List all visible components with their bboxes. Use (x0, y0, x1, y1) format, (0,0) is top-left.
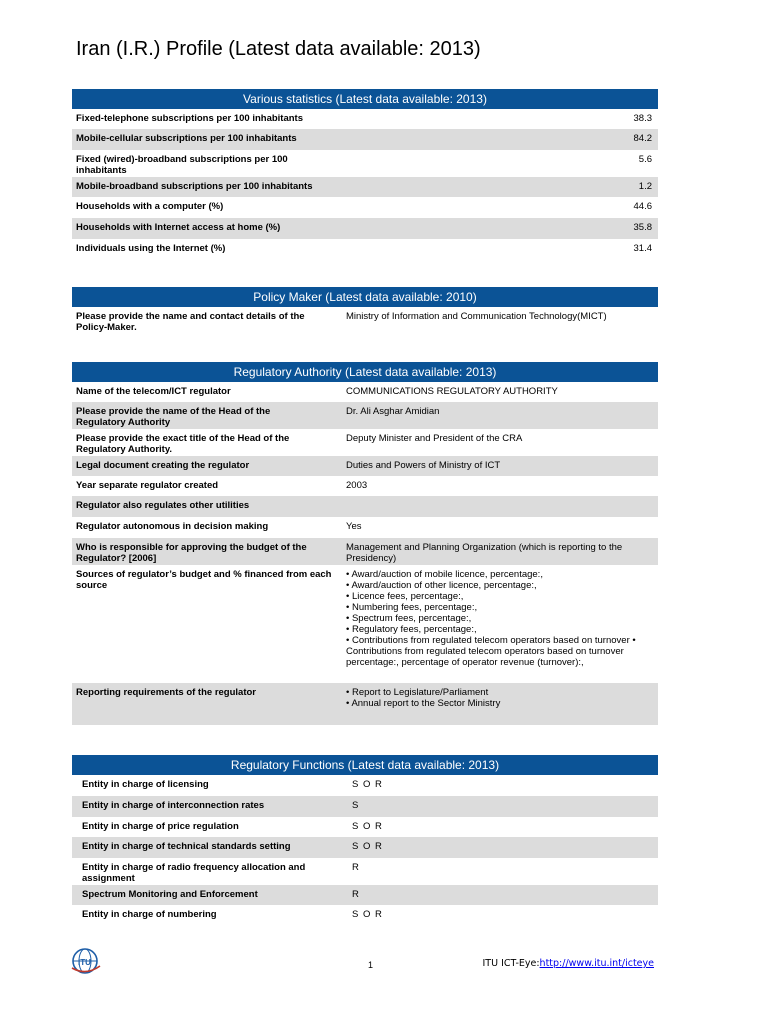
row-value: S O R (352, 841, 383, 852)
table-row (72, 307, 658, 337)
regulatory-functions-header: Regulatory Functions (Latest data available: 2013) (72, 755, 658, 775)
row-label: Who is responsible for approving the budget of the Regulator? [2006] (76, 542, 307, 564)
table-row (72, 239, 658, 260)
list-item: • Report to Legislature/Parliament (346, 687, 489, 698)
table-row (72, 517, 658, 538)
row-value: Duties and Powers of Ministry of ICT (346, 460, 501, 471)
row-label: Name of the telecom/ICT regulator (76, 386, 231, 397)
table-row (72, 817, 658, 837)
row-value: S (352, 800, 360, 811)
icteye-link[interactable]: http://www.itu.int/icteye (539, 958, 654, 969)
budget-row (72, 565, 658, 683)
policy-maker-table (72, 287, 658, 337)
table-row (72, 197, 658, 218)
list-item: • Regulatory fees, percentage:, (346, 624, 477, 635)
table-row (72, 218, 658, 239)
page-title: Iran (I.R.) Profile (Latest data available: 2013) (76, 38, 481, 60)
row-label: Entity in charge of price regulation (82, 821, 239, 832)
table-row (72, 129, 658, 150)
row-label: Please provide the name and contact details of the Policy-Maker. (76, 311, 305, 333)
row-value: R (352, 889, 360, 900)
row-value: 38.3 (633, 113, 652, 124)
row-label: Fixed (wired)-broadband subscriptions per 100 inhabitants (76, 154, 288, 176)
table-row (72, 538, 658, 565)
list-item: • Numbering fees, percentage:, (346, 602, 478, 613)
row-value: Ministry of Information and Communication Technology(MICT) (346, 311, 607, 322)
reporting-row (72, 683, 658, 725)
policy-maker-header: Policy Maker (Latest data available: 2010) (72, 287, 658, 307)
itu-globe-logo-icon (70, 946, 102, 976)
row-value (342, 496, 658, 517)
row-label: Please provide the name of the Head of the Regulatory Authority (76, 406, 271, 428)
row-label: Households with a computer (%) (76, 201, 224, 212)
row-label: Reporting requirements of the regulator (76, 687, 256, 698)
footer-source (483, 958, 655, 969)
table-row (72, 775, 658, 796)
row-value: COMMUNICATIONS REGULATORY AUTHORITY (346, 386, 558, 397)
row-label: Spectrum Monitoring and Enforcement (82, 889, 258, 900)
table-row (72, 402, 658, 429)
row-value: R (352, 862, 360, 873)
row-value: 84.2 (633, 133, 652, 144)
footer-source-label: ITU ICT-Eye: (482, 958, 540, 969)
row-label: Individuals using the Internet (%) (76, 243, 226, 254)
table-row (72, 885, 658, 905)
table-row (72, 796, 658, 817)
page-number: 1 (368, 960, 374, 970)
row-value: Yes (346, 521, 362, 532)
row-value: 35.8 (633, 222, 652, 233)
statistics-table (72, 89, 658, 260)
table-row (72, 905, 658, 925)
row-label: Regulator autonomous in decision making (76, 521, 269, 532)
row-value: 44.6 (633, 201, 652, 212)
logo-text: ITU (78, 958, 91, 967)
statistics-header: Various statistics (Latest data available: 2013) (72, 89, 658, 109)
list-item: • Licence fees, percentage:, (346, 591, 464, 602)
row-value: 2003 (346, 480, 368, 491)
table-row (72, 476, 658, 496)
table-row (72, 858, 658, 885)
row-label: Mobile-cellular subscriptions per 100 inhabitants (76, 133, 297, 144)
row-label: Entity in charge of interconnection rates (82, 800, 265, 811)
budget-sources-list (342, 565, 658, 683)
regulatory-functions-table (72, 755, 658, 925)
list-item: • Spectrum fees, percentage:, (346, 613, 472, 624)
row-label: Legal document creating the regulator (76, 460, 250, 471)
row-label: Entity in charge of technical standards setting (82, 841, 291, 852)
row-label: Entity in charge of numbering (82, 909, 217, 920)
table-row (72, 177, 658, 197)
list-item: • Award/auction of mobile licence, percentage:, (346, 569, 543, 580)
regulatory-authority-table (72, 362, 658, 725)
row-label: Sources of regulator’s budget and % financed from each source (76, 569, 332, 591)
row-value: 1.2 (638, 181, 652, 192)
row-label: Entity in charge of radio frequency allocation and assignment (82, 862, 306, 884)
table-row (72, 150, 658, 177)
row-label: Mobile-broadband subscriptions per 100 inhabitants (76, 181, 313, 192)
list-item: • Award/auction of other licence, percentage:, (346, 580, 537, 591)
row-value: S O R (352, 779, 383, 790)
row-value: 31.4 (633, 243, 652, 254)
list-item: • Contributions from regulated telecom operators based on turnover • Contributions from regulated telecom operators based on turnover percentage:, percentage of operator revenue (turnover):, (346, 635, 636, 668)
table-row (72, 837, 658, 858)
table-row (72, 382, 658, 402)
table-row (72, 429, 658, 456)
list-item: • Annual report to the Sector Ministry (346, 698, 501, 709)
row-value: Dr. Ali Asghar Amidian (346, 406, 440, 417)
row-value: Management and Planning Organization (which is reporting to the Presidency) (346, 542, 623, 564)
table-row (72, 496, 658, 517)
row-label: Year separate regulator created (76, 480, 219, 491)
row-label: Entity in charge of licensing (82, 779, 209, 790)
row-label: Please provide the exact title of the Head of the Regulatory Authority. (76, 433, 290, 455)
reporting-list (342, 683, 658, 725)
row-value: Deputy Minister and President of the CRA (346, 433, 523, 444)
table-row (72, 456, 658, 476)
regulatory-authority-header: Regulatory Authority (Latest data available: 2013) (72, 362, 658, 382)
row-label: Fixed-telephone subscriptions per 100 inhabitants (76, 113, 303, 124)
row-label: Regulator also regulates other utilities (76, 500, 250, 511)
row-value: S O R (352, 821, 383, 832)
row-value: 5.6 (638, 154, 652, 165)
table-row (72, 109, 658, 129)
row-label: Households with Internet access at home (%) (76, 222, 281, 233)
row-value: S O R (352, 909, 383, 920)
